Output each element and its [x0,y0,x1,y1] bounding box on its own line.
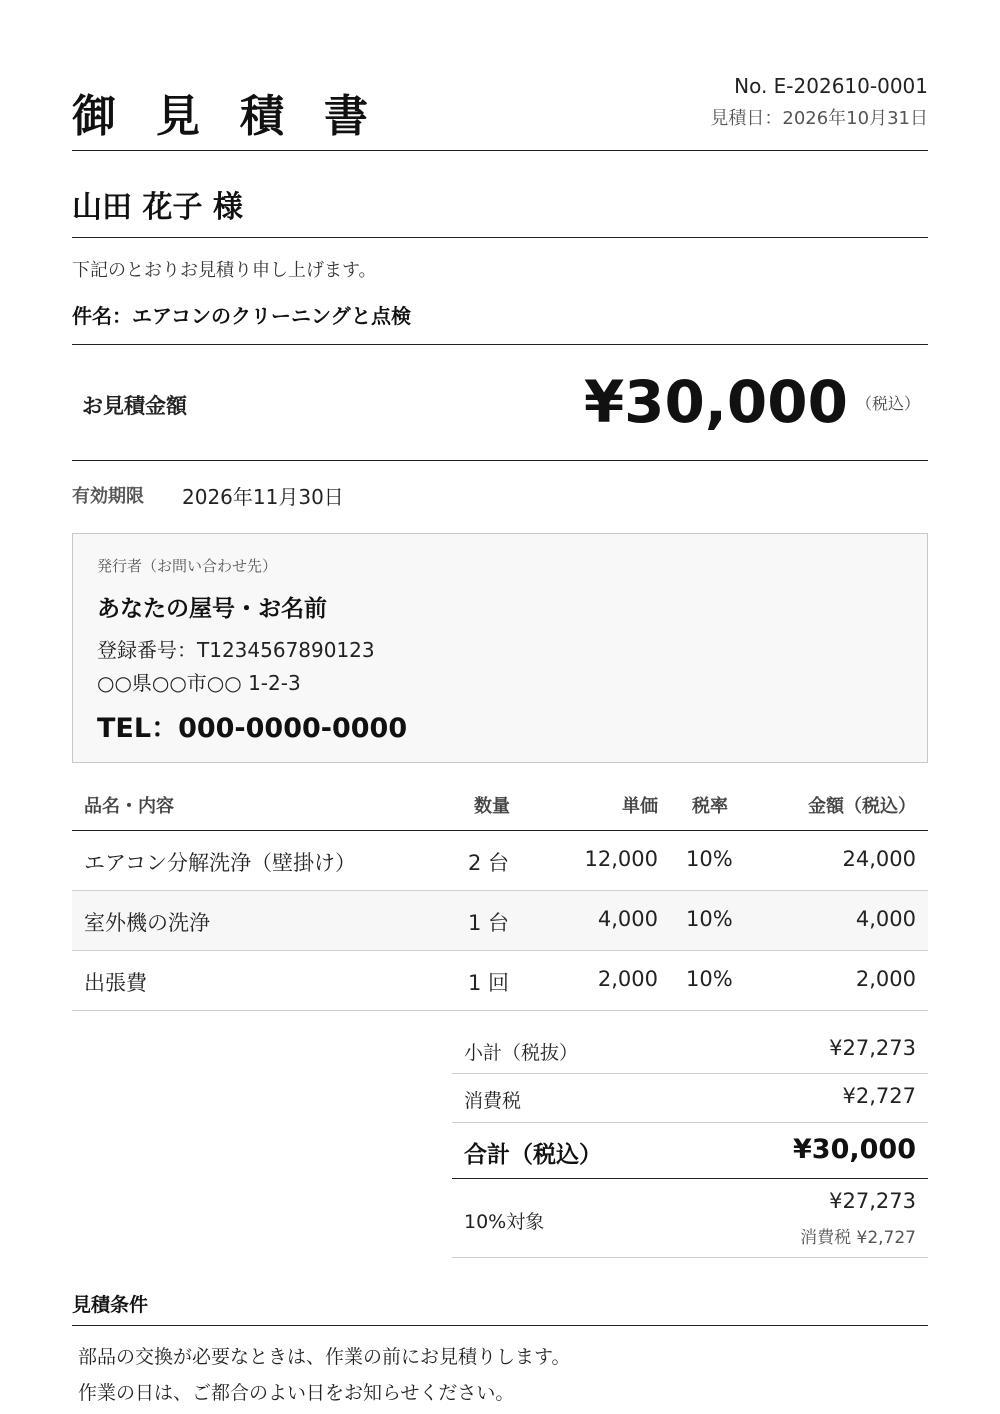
row-unit-price: 2,000 [597,967,658,991]
tax-rate-breakdown-row [452,1180,928,1258]
subject-line: 件名：エアコンのクリーニングと点検 [72,304,411,328]
subtotal-value: ¥27,273 [829,1036,916,1060]
rate-label: 10%対象 [464,1211,545,1233]
col-header-qty: 数量 [474,796,510,817]
amount-label: お見積金額 [82,394,187,418]
total-value: ¥30,000 [793,1134,916,1165]
issuer-heading: 発行者（お問い合わせ先） [97,557,278,575]
row-amount: 4,000 [855,907,916,931]
document-number: No. E-202610-0001 [734,74,928,98]
intro-text: 下記のとおりお見積り申し上げます。 [72,260,377,281]
amount-value: ¥30,000 [583,368,848,436]
row-tax-rate: 10% [686,967,733,991]
issuer-box [72,533,928,763]
row-item: 出張費 [84,971,147,995]
col-header-item: 品名・内容 [84,796,174,817]
issuer-tel: TEL：000-0000-0000 [97,713,408,744]
row-tax-rate: 10% [686,847,733,871]
issuer-name: あなたの屋号・お名前 [97,596,327,622]
subject-divider [72,344,928,345]
condition-line: 部品の交換が必要なときは、作業の前にお見積りします。 [78,1346,571,1368]
document-title: 御見積書 [72,91,408,142]
tax-row [452,1074,928,1123]
tax-label: 消費税 [464,1090,522,1112]
row-item: 室外機の洗浄 [84,911,210,935]
conditions-divider [72,1325,928,1326]
tax-value: ¥2,727 [842,1084,916,1108]
row-qty: 1 台 [468,911,510,935]
conditions-heading: 見積条件 [72,1294,149,1316]
col-header-unit-price: 単価 [622,796,658,817]
row-amount: 24,000 [842,847,916,871]
table-row [72,951,928,1011]
amount-divider [72,460,928,461]
subtotal-label: 小計（税抜） [464,1042,579,1064]
condition-line: 作業の日は、ご都合のよい日をお知らせください。 [78,1382,515,1404]
issuer-address: ○○県○○市○○ 1-2-3 [97,671,301,695]
total-label: 合計（税込） [464,1142,602,1168]
amount-tax-note: （税込） [855,394,920,413]
total-row [452,1123,928,1179]
issue-date: 見積日：2026年10月31日 [710,108,928,129]
row-item: エアコン分解洗浄（壁掛け） [84,851,356,875]
row-unit-price: 12,000 [584,847,658,871]
issuer-registration: 登録番号：T1234567890123 [97,638,375,662]
row-qty: 1 回 [468,971,510,995]
validity-label: 有効期限 [72,486,144,507]
validity-value: 2026年11月30日 [182,485,344,509]
row-qty: 2 台 [468,851,510,875]
table-row [72,831,928,891]
rate-tax: 消費税 ¥2,727 [800,1228,916,1248]
col-header-amount: 金額（税込） [808,796,916,817]
client-name: 山田 花子 様 [72,190,243,225]
row-unit-price: 4,000 [597,907,658,931]
col-header-tax-rate: 税率 [692,796,728,817]
table-row [72,891,928,951]
client-divider [72,237,928,238]
rate-value: ¥27,273 [829,1189,916,1213]
header-divider [72,150,928,151]
row-tax-rate: 10% [686,907,733,931]
subtotal-row [452,1026,928,1074]
row-amount: 2,000 [855,967,916,991]
